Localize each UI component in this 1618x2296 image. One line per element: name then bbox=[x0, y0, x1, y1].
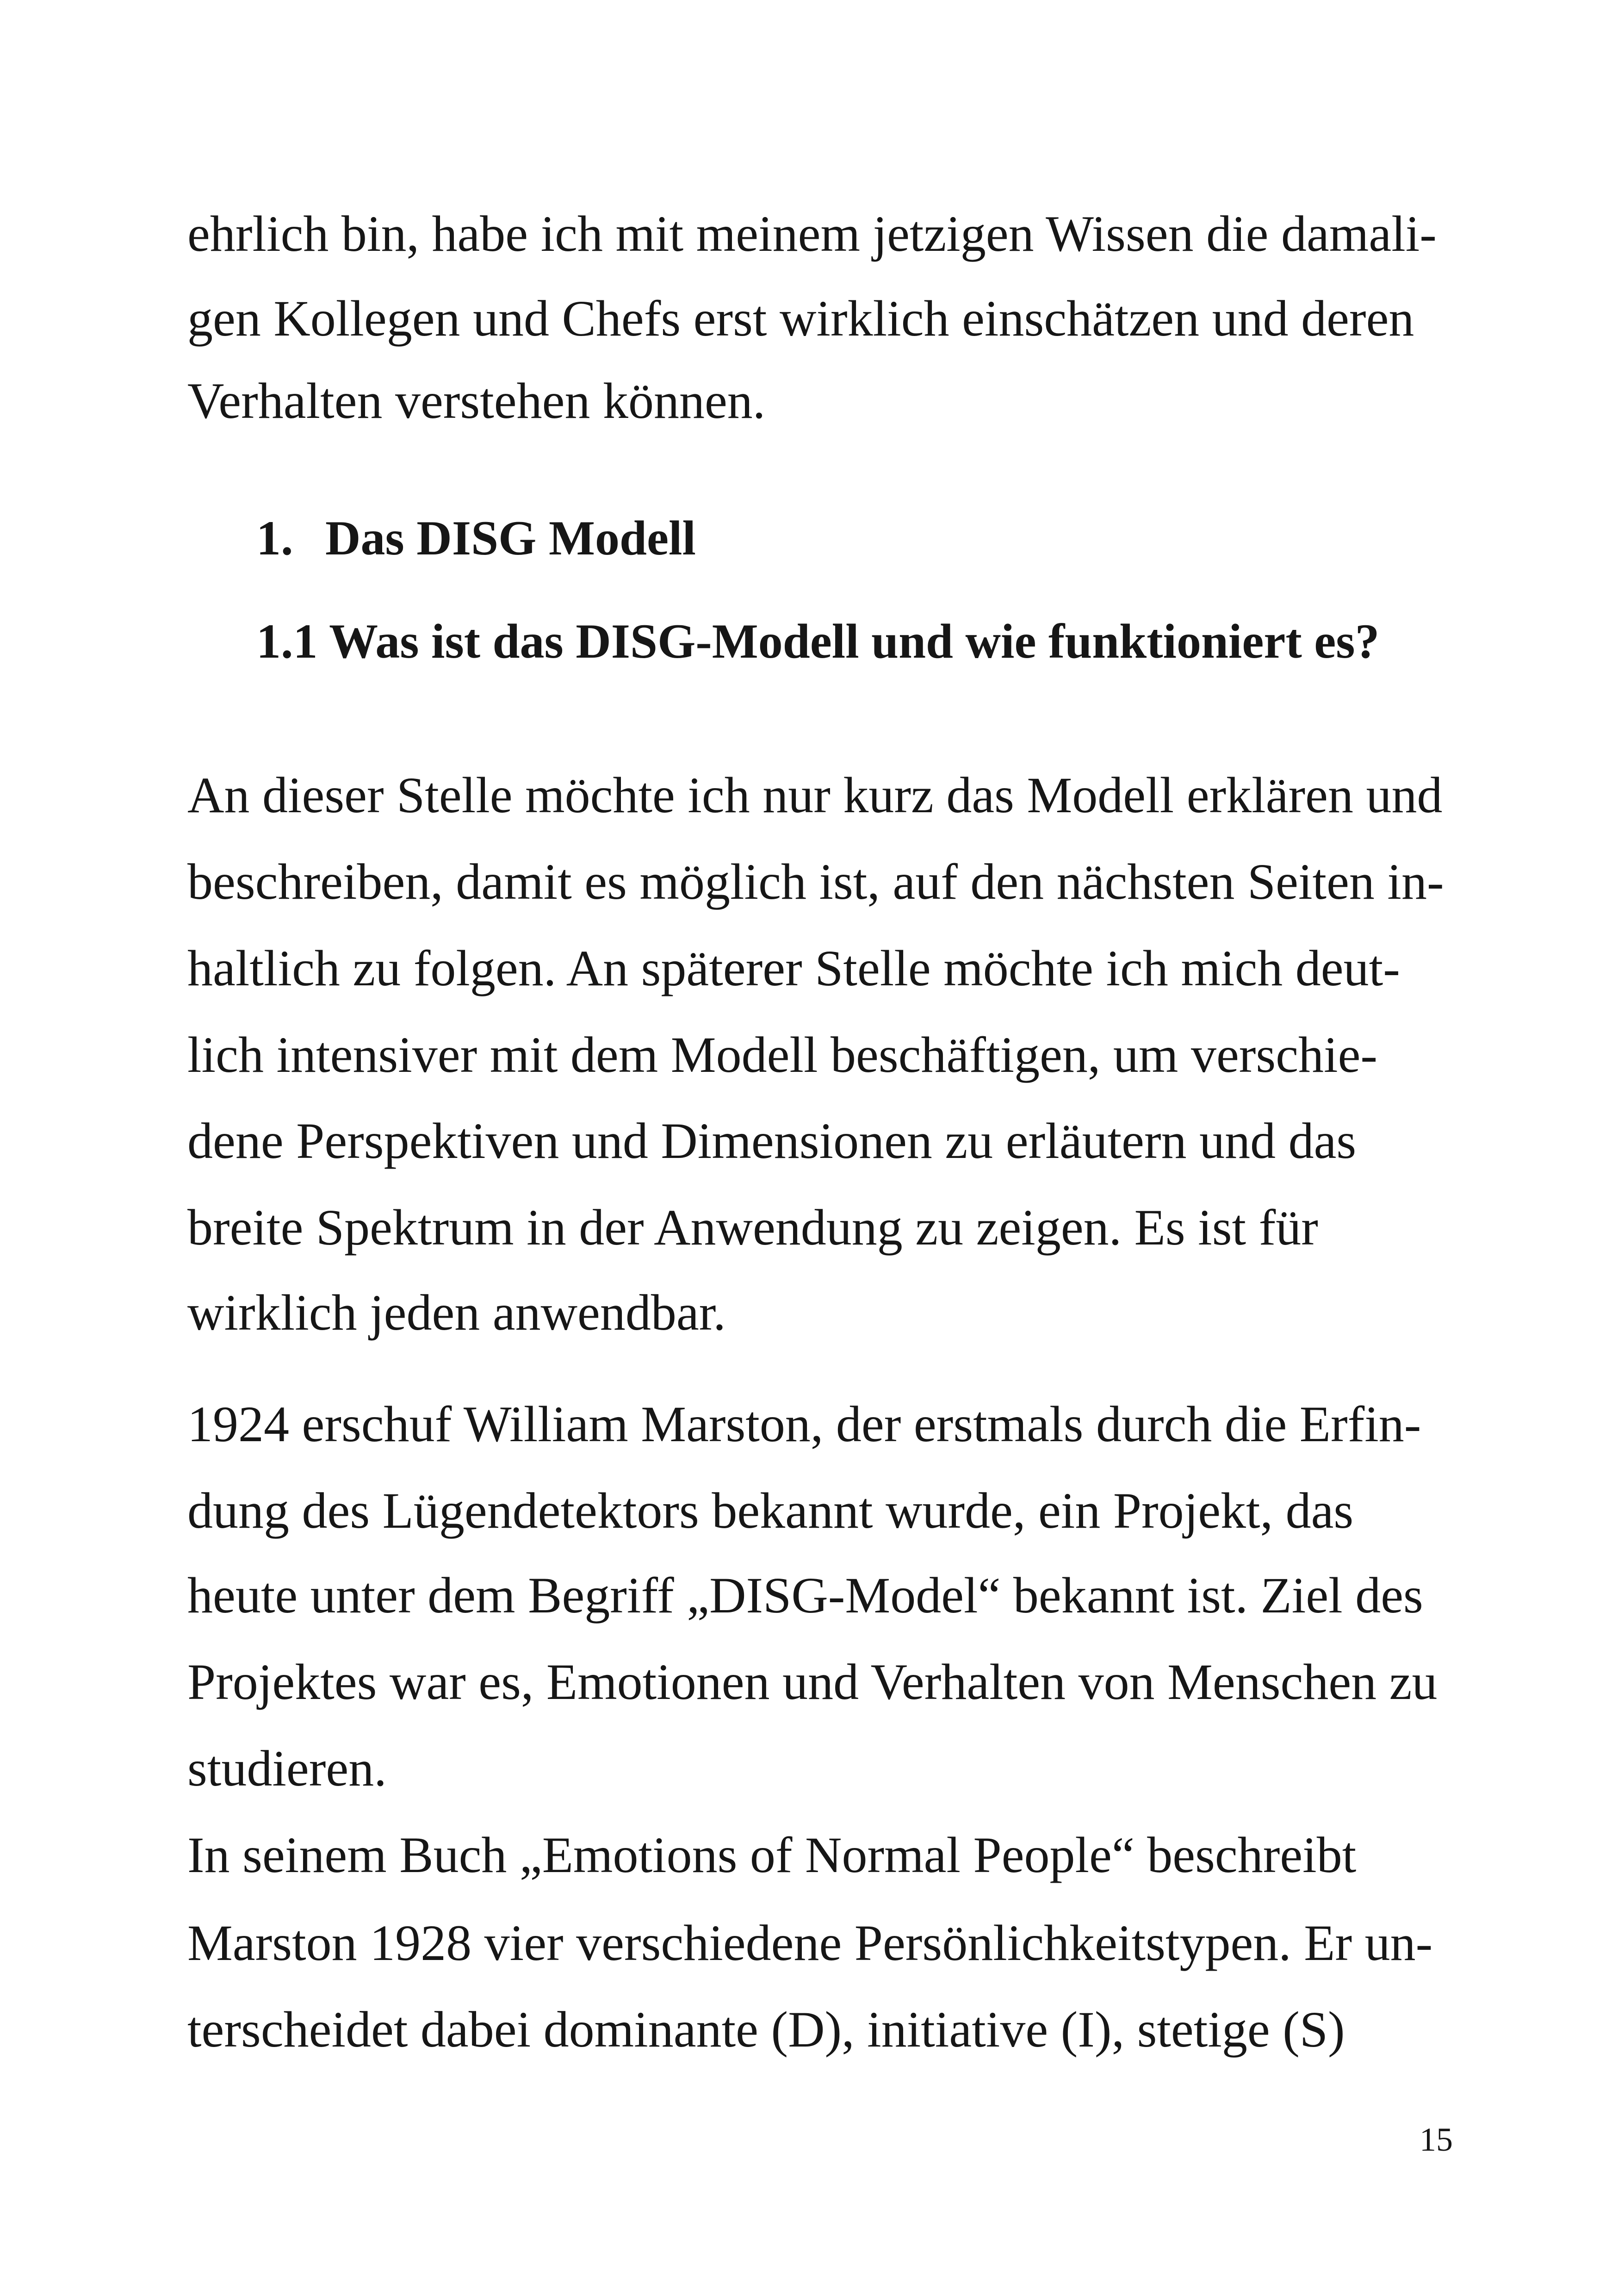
text-line: In seinem Buch „Emotions of Normal People“ beschreibt bbox=[187, 1827, 1357, 1883]
text-line: Projektes war es, Emotionen und Verhalten von Menschen zu bbox=[187, 1654, 1438, 1710]
text-line: gen Kollegen und Chefs erst wirklich einschätzen und deren bbox=[187, 290, 1414, 347]
text-line: heute unter dem Begriff „DISG-Model“ bekannt ist. Ziel des bbox=[187, 1567, 1423, 1624]
page-number: 15 bbox=[1420, 2121, 1453, 2158]
text-line: lich intensiver mit dem Modell beschäftigen, um verschie- bbox=[187, 1027, 1378, 1083]
section-number: 1. bbox=[256, 511, 293, 565]
text-line: An dieser Stelle möchte ich nur kurz das Modell erklären und bbox=[187, 767, 1443, 823]
text-line: breite Spektrum in der Anwendung zu zeigen. Es ist für bbox=[187, 1199, 1318, 1256]
text-line: haltlich zu folgen. An späterer Stelle möchte ich mich deut- bbox=[187, 940, 1400, 996]
text-line: Marston 1928 vier verschiedene Persönlichkeitstypen. Er un- bbox=[187, 1915, 1433, 1971]
text-line: beschreiben, damit es möglich ist, auf den nächsten Seiten in- bbox=[187, 853, 1444, 910]
text-line: 1924 erschuf William Marston, der erstmals durch die Erfin- bbox=[187, 1396, 1421, 1452]
subsection-heading: 1.1 Was ist das DISG-Modell und wie funktioniert es? bbox=[256, 614, 1380, 668]
text-line: wirklich jeden anwendbar. bbox=[187, 1284, 726, 1341]
text-line: studieren. bbox=[187, 1740, 387, 1797]
text-line: dung des Lügendetektors bekannt wurde, ein Projekt, das bbox=[187, 1482, 1354, 1539]
section-title: Das DISG Modell bbox=[325, 511, 696, 565]
text-line: Verhalten verstehen können. bbox=[187, 373, 766, 429]
text-line: ehrlich bin, habe ich mit meinem jetzigen Wissen die damali- bbox=[187, 205, 1437, 262]
text-line: terscheidet dabei dominante (D), initiative (I), stetige (S) bbox=[187, 2001, 1345, 2058]
text-line: dene Perspektiven und Dimensionen zu erläutern und das bbox=[187, 1113, 1357, 1169]
